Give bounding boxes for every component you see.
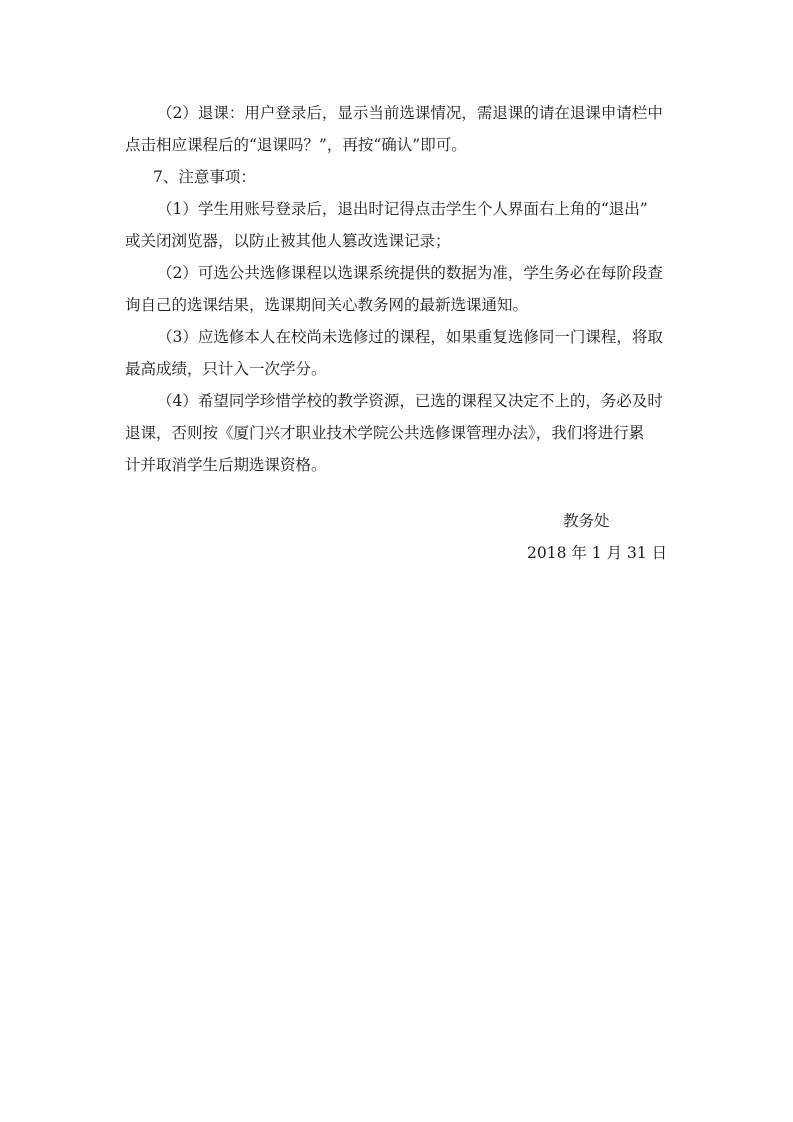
section-7-heading: 7、注意事项： xyxy=(153,168,256,186)
paragraph-withdraw-line-2: 点击相应课程后的“退课吗？”，再按“确认”即可。 xyxy=(125,136,467,154)
note-3-number: （3） xyxy=(157,328,198,346)
note-3-underlined-text-cont: 最高成绩，只计入一次学分 xyxy=(125,360,311,379)
note-3-underlined-text: 应选修本人在校尚未选修过的课程，如果重复选修同一门课程，将取 xyxy=(198,328,663,347)
signature-date: 2018 年 1 月 31 日 xyxy=(527,544,668,562)
note-3-line-2 xyxy=(125,359,685,379)
note-2-line-2 xyxy=(125,295,685,315)
note-1-line-1: （1）学生用账号登录后，退出时记得点击学生个人界面右上角的“退出” xyxy=(157,200,648,218)
note-4-line-2: 退课，否则按《厦门兴才职业技术学院公共选修课管理办法》，我们将进行累 xyxy=(125,424,645,442)
note-2-underlined-text: 学生务必在每阶段查 xyxy=(523,264,663,283)
note-1-line-2: 或关闭浏览器，以防止被其他人篡改选课记录； xyxy=(125,232,451,250)
note-4-line-3: 计并取消学生后期选课资格。 xyxy=(125,456,327,474)
note-4-line-1: （4）希望同学珍惜学校的教学资源，已选的课程又决定不上的，务必及时 xyxy=(157,392,663,410)
note-2-line-1 xyxy=(125,263,685,283)
note-3-period: 。 xyxy=(311,360,327,378)
note-2-underlined-text-cont: 询自己的选课结果 xyxy=(125,296,249,315)
note-2-text: （2）可选公共选修课程以选课系统提供的数据为准， xyxy=(157,264,524,282)
signature-office: 教务处 xyxy=(563,512,610,530)
note-3-line-1 xyxy=(125,327,685,347)
paragraph-withdraw-line-1: （2）退课：用户登录后，显示当前选课情况，需退课的请在退课申请栏中 xyxy=(157,104,663,122)
note-2-text-cont: ，选课期间关心教务网的最新选课通知。 xyxy=(249,296,529,314)
